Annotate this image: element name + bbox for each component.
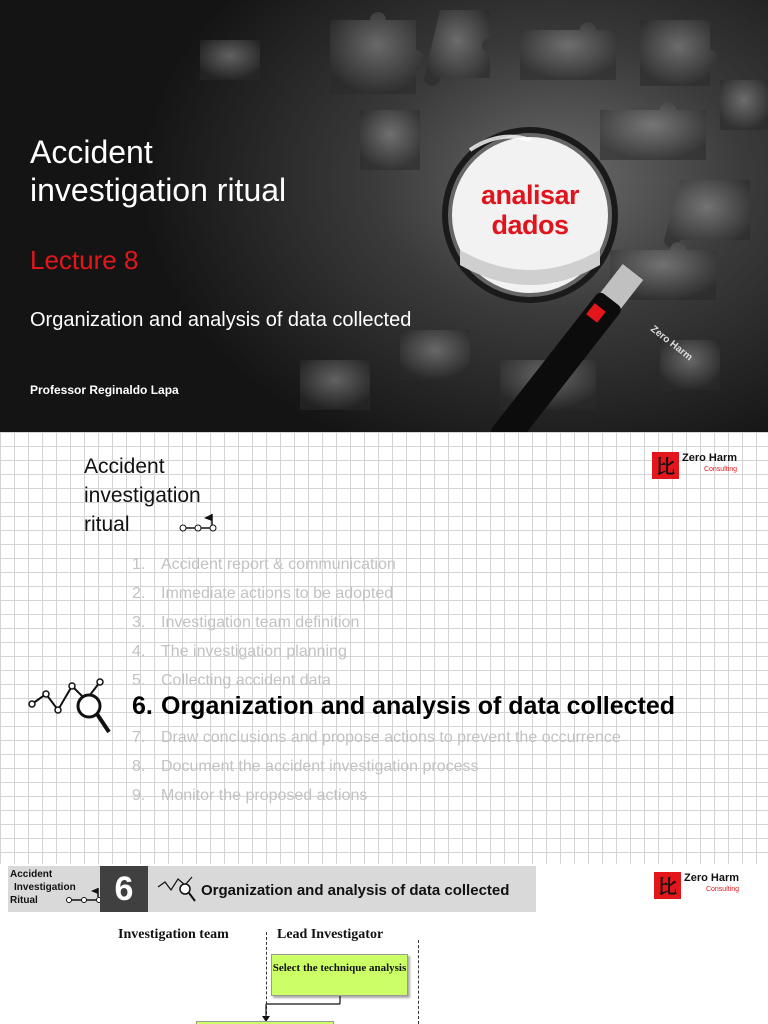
heading-line-1: Accident	[84, 455, 165, 478]
title-line-1: Accident	[30, 134, 153, 170]
logo-sub: Consulting	[705, 886, 740, 893]
list-item: 5. Collecting accident data	[132, 672, 331, 689]
list-item: 4. The investigation planning	[132, 643, 347, 660]
heading-line-2: investigation	[84, 484, 201, 507]
list-item: 9. Monitor the proposed actions	[132, 787, 368, 804]
title-slide	[0, 0, 768, 432]
logo-sub: Consulting	[703, 466, 738, 473]
lens-line-2: dados	[491, 210, 569, 240]
list-item: 7. Draw conclusions and propose actions to prevent the occurrence	[132, 729, 621, 746]
ritual-path-icon	[178, 512, 218, 534]
logo-mark-icon: 比	[654, 872, 681, 899]
flow-step-box: Select the technique analysis	[271, 954, 408, 996]
data-analysis-icon	[28, 676, 114, 738]
zero-harm-logo	[654, 872, 739, 899]
list-item: 3. Investigation team definition	[132, 614, 360, 631]
lecture-subtitle: Organization and analysis of data collected	[30, 309, 412, 331]
step-number-badge: 6	[100, 866, 148, 912]
zero-harm-logo	[652, 452, 737, 479]
page-title	[30, 133, 286, 209]
logo-brand: Zero Harm	[682, 452, 738, 464]
list-item: 8. Document the accident investigation process	[132, 758, 479, 775]
logo-mark-icon: 比	[652, 452, 679, 479]
flow-connector	[230, 996, 350, 1024]
lecture-label: Lecture 8	[30, 245, 139, 275]
logo-brand: Zero Harm	[684, 872, 740, 884]
ritual-path-icon	[64, 884, 104, 906]
svg-text:Zero Harm: Zero Harm	[648, 323, 695, 364]
data-analysis-icon	[156, 875, 198, 903]
agenda-slide	[0, 432, 768, 864]
professor-name: Professor Reginaldo Lapa	[30, 383, 179, 397]
header-bar	[8, 866, 536, 912]
lens-text	[470, 180, 590, 240]
magnifying-glass-icon	[0, 0, 768, 432]
ritual-label: Accident Investigation Ritual	[10, 869, 76, 906]
active-list-item: 6. Organization and analysis of data collected	[132, 692, 676, 720]
heading-line-3: ritual	[84, 513, 130, 536]
slide-title: Organization and analysis of data collected	[201, 882, 510, 899]
process-slide	[0, 864, 768, 1024]
column-header-team: Investigation team	[118, 927, 229, 942]
lane-divider	[418, 940, 419, 1024]
column-header-lead: Lead Investigator	[277, 927, 384, 942]
ritual-steps-list	[132, 556, 675, 816]
title-line-2: investigation ritual	[30, 172, 287, 208]
list-item: 2. Immediate actions to be adopted	[132, 585, 394, 602]
list-item: 1. Accident report & communication	[132, 556, 396, 573]
lens-line-1: analisar	[480, 180, 580, 210]
